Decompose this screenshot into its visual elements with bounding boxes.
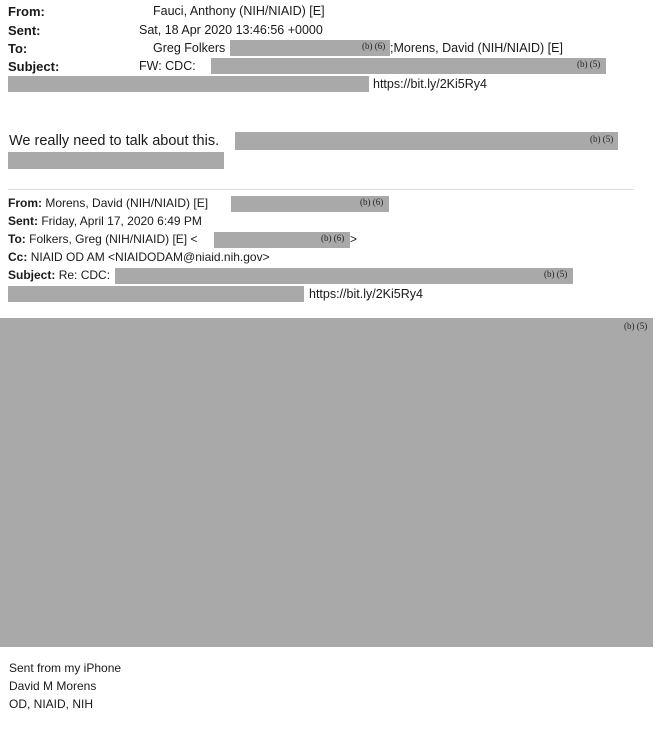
- redaction-subject-cont: [8, 76, 369, 92]
- fwd-sent: [8, 214, 202, 228]
- to-value-rest: ;Morens, David (NIH/NIAID) [E]: [390, 41, 563, 55]
- fwd-subject: [8, 268, 110, 282]
- from-value: Fauci, Anthony (NIH/NIAID) [E]: [153, 4, 325, 18]
- fwd-subject-label: Subject:: [8, 268, 56, 282]
- link-fwd[interactable]: https://bit.ly/2Ki5Ry4: [309, 287, 423, 301]
- fwd-from: [8, 196, 208, 210]
- sent-value: Sat, 18 Apr 2020 13:46:56 +0000: [139, 23, 323, 37]
- signature-name: David M Morens: [9, 679, 97, 693]
- from-label: From:: [8, 4, 45, 19]
- fwd-sent-value: Friday, April 17, 2020 6:49 PM: [41, 214, 202, 228]
- fwd-cc-value: NIAID OD AM <NIAIDODAM@niaid.nih.gov>: [30, 250, 270, 264]
- fwd-from-label: From:: [8, 196, 42, 210]
- fwd-to-label: To:: [8, 232, 26, 246]
- redaction-code-body: (b) (5): [590, 134, 614, 144]
- signature-org: OD, NIAID, NIH: [9, 697, 94, 711]
- sent-label: Sent:: [8, 23, 41, 38]
- signature-line-1: Sent from my iPhone: [9, 661, 122, 675]
- redaction-large-block: [0, 318, 653, 647]
- subject-value: FW: CDC:: [139, 59, 196, 73]
- redaction-body-cont: [8, 152, 224, 169]
- redaction-code-subject: (b) (5): [577, 59, 601, 69]
- redaction-code-fwd-from: (b) (6): [360, 197, 384, 207]
- redaction-subject: [211, 58, 606, 74]
- link-top[interactable]: https://bit.ly/2Ki5Ry4: [373, 77, 487, 91]
- to-value: Greg Folkers: [153, 41, 226, 55]
- fwd-sent-label: Sent:: [8, 214, 38, 228]
- redaction-code-to: (b) (6): [362, 41, 386, 51]
- divider: [8, 189, 634, 190]
- redaction-body: [235, 132, 618, 150]
- fwd-subject-value: Re: CDC:: [58, 268, 111, 282]
- body-line-1: We really need to talk about this.: [9, 133, 220, 149]
- redaction-fwd-subject-cont: [8, 286, 304, 302]
- fwd-from-value: Morens, David (NIH/NIAID) [E]: [45, 196, 209, 210]
- fwd-cc-label: Cc:: [8, 250, 28, 264]
- fwd-to-value: Folkers, Greg (NIH/NIAID) [E] <: [29, 232, 198, 246]
- redaction-fwd-subject: [115, 268, 573, 284]
- fwd-cc: [8, 250, 270, 264]
- subject-label: Subject:: [8, 59, 60, 74]
- fwd-to-close: >: [350, 232, 358, 246]
- redaction-code-fwd-to: (b) (6): [321, 233, 345, 243]
- redaction-code-large-block: (b) (5): [624, 321, 648, 331]
- fwd-to: [8, 232, 197, 246]
- redaction-code-fwd-subject: (b) (5): [544, 269, 568, 279]
- to-label: To:: [8, 41, 28, 56]
